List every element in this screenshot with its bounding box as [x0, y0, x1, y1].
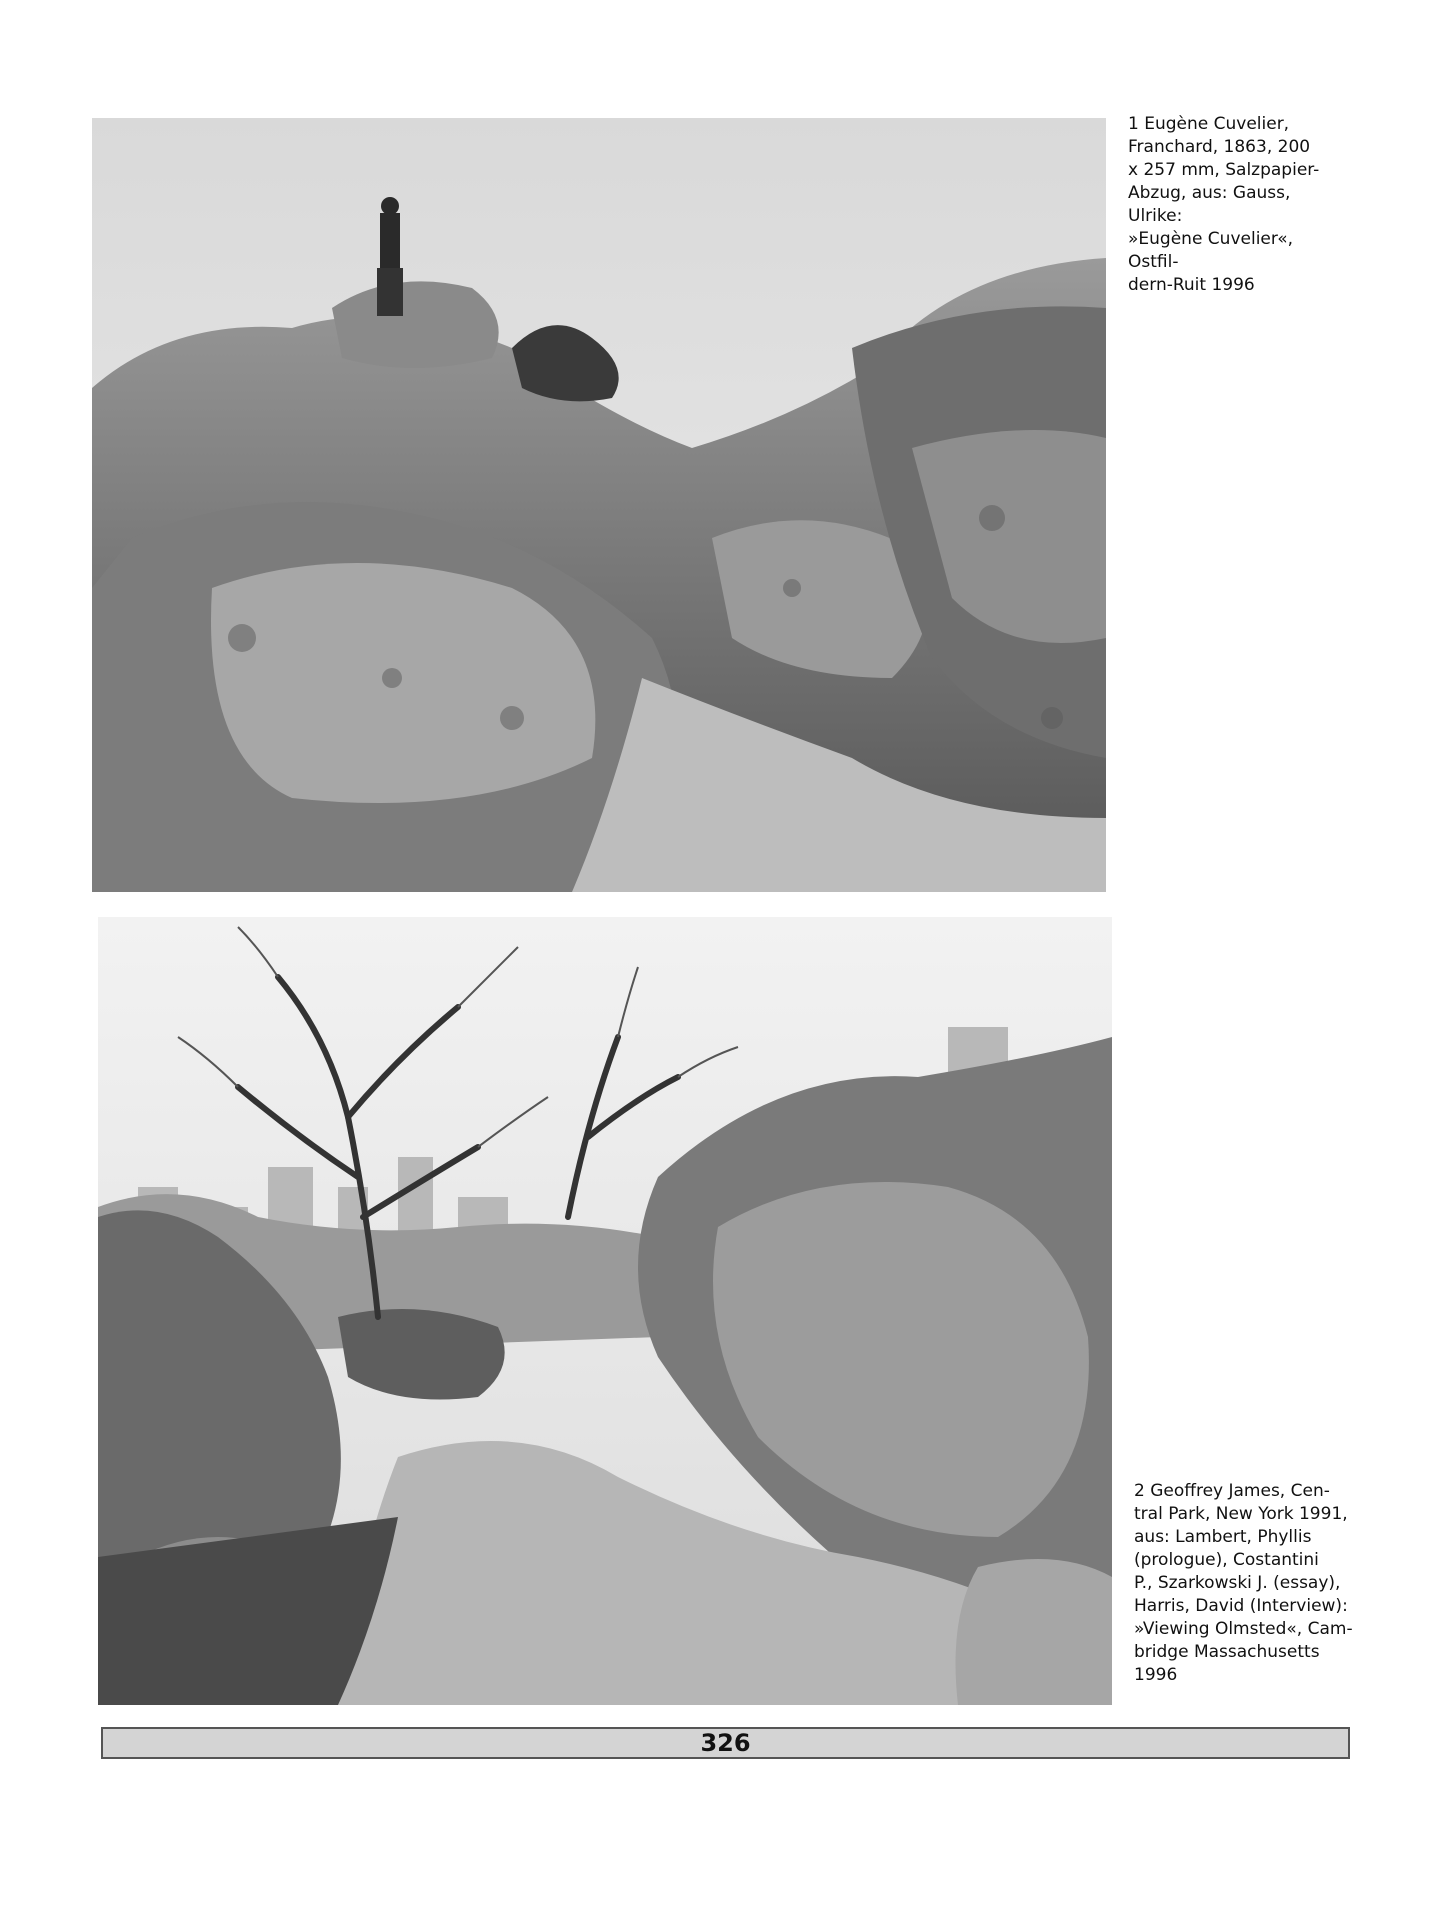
page-number: 326: [700, 1729, 751, 1757]
caption-line: P., Szarkowski J. (essay),: [1134, 1573, 1341, 1593]
photo-rocks-figure-icon: [92, 118, 1106, 892]
caption-line: Harris, David (Interview):: [1134, 1596, 1348, 1616]
caption-line: aus: Lambert, Phyllis: [1134, 1527, 1312, 1547]
caption-line: 1 Eugène Cuvelier,: [1128, 114, 1290, 134]
photo-franchard: [92, 118, 1106, 892]
figure-caption-2: [1134, 1480, 1359, 1687]
caption-line: bridge Massachusetts: [1134, 1642, 1320, 1662]
photo-central-park-icon: [98, 917, 1112, 1705]
figure-caption-1: [1128, 113, 1328, 297]
caption-line: tral Park, New York 1991,: [1134, 1504, 1348, 1524]
caption-line: 1996: [1134, 1665, 1178, 1685]
caption-line: »Viewing Olmsted«, Cam-: [1134, 1619, 1353, 1639]
caption-line: Abzug, aus: Gauss, Ulrike:: [1128, 183, 1291, 226]
caption-line: »Eugène Cuvelier«, Ostfil-: [1128, 229, 1294, 272]
caption-line: x 257 mm, Salzpapier-: [1128, 160, 1320, 180]
caption-line: dern-Ruit 1996: [1128, 275, 1255, 295]
caption-line: 2 Geoffrey James, Cen-: [1134, 1481, 1330, 1501]
photo-central-park: [98, 917, 1112, 1705]
caption-line: (prologue), Costantini: [1134, 1550, 1319, 1570]
caption-line: Franchard, 1863, 200: [1128, 137, 1311, 157]
page-number-bar: [101, 1727, 1350, 1759]
